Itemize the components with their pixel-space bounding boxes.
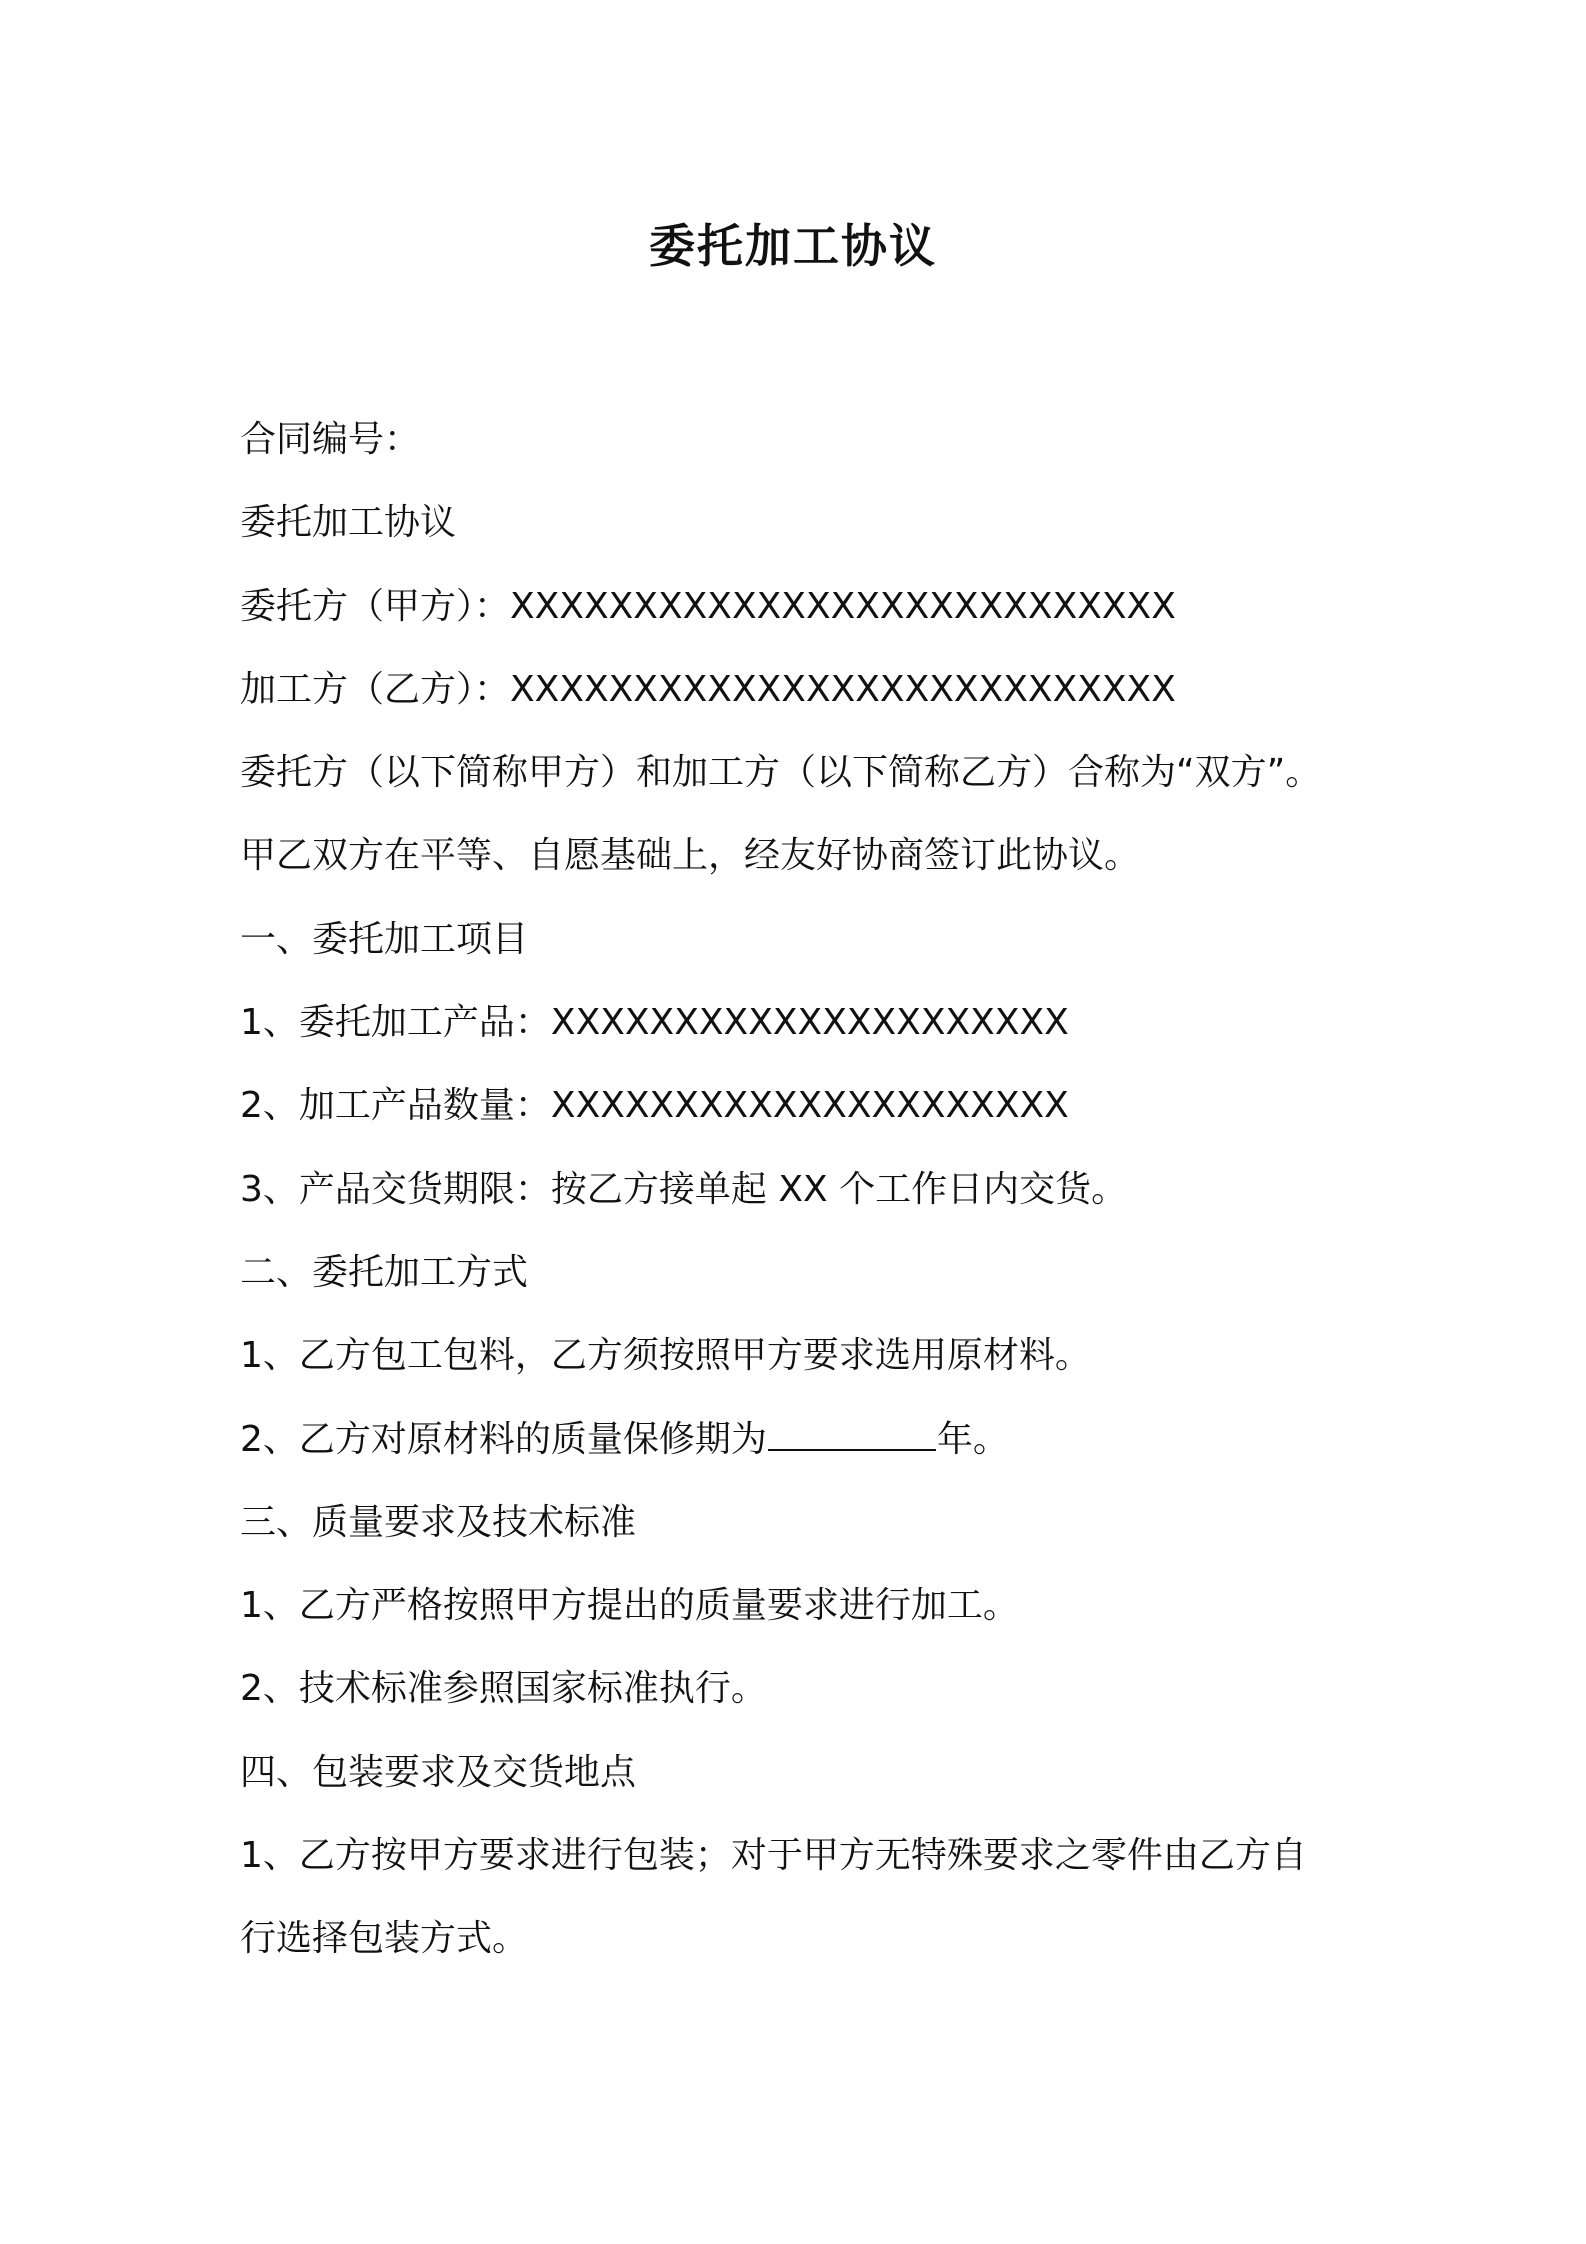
section-4-item-1-line-2: 行选择包装方式。 [240,1918,529,1960]
section-4-heading: 四、包装要求及交货地点 [240,1751,637,1793]
document-body [240,398,1380,1981]
section-2-item-1: 1、乙方包工包料，乙方须按照甲方要求选用原材料。 [240,1335,1091,1377]
section-4-item-1-line-1: 1、乙方按甲方要求进行包装；对于甲方无特殊要求之零件由乙方自 [240,1835,1307,1877]
section-1-item-2: 2、加工产品数量：XXXXXXXXXXXXXXXXXXXXX [240,1085,1069,1127]
party-a-line: 委托方（甲方）：XXXXXXXXXXXXXXXXXXXXXXXXXXX [240,585,1176,627]
section-1-item-3: 3、产品交货期限：按乙方接单起 XX 个工作日内交货。 [240,1168,1128,1210]
warranty-text-before: 2、乙方对原材料的质量保修期为 [240,1418,767,1460]
section-1-heading: 一、委托加工项目 [240,918,529,960]
preamble-line-2: 甲乙双方在平等、自愿基础上，经友好协商签订此协议。 [240,835,1141,877]
party-b-line: 加工方（乙方）：XXXXXXXXXXXXXXXXXXXXXXXXXXX [240,668,1176,710]
contract-number-label: 合同编号： [240,419,421,460]
section-2-heading: 二、委托加工方式 [240,1251,529,1293]
warranty-text-after: 年。 [936,1418,1009,1460]
section-1-item-1: 1、委托加工产品：XXXXXXXXXXXXXXXXXXXXX [240,1002,1069,1044]
section-2-item-2 [240,1398,1380,1481]
document-title: 委托加工协议 [649,219,937,273]
section-3-item-1: 1、乙方严格按照甲方提出的质量要求进行加工。 [240,1585,1019,1627]
agreement-subtitle: 委托加工协议 [240,502,457,544]
section-3-item-2: 2、技术标准参照国家标准执行。 [240,1668,767,1710]
warranty-years-blank [768,1417,936,1451]
preamble-line-1: 委托方（以下简称甲方）和加工方（以下简称乙方）合称为“双方”。 [240,752,1322,794]
section-3-heading: 三、质量要求及技术标准 [240,1501,637,1543]
